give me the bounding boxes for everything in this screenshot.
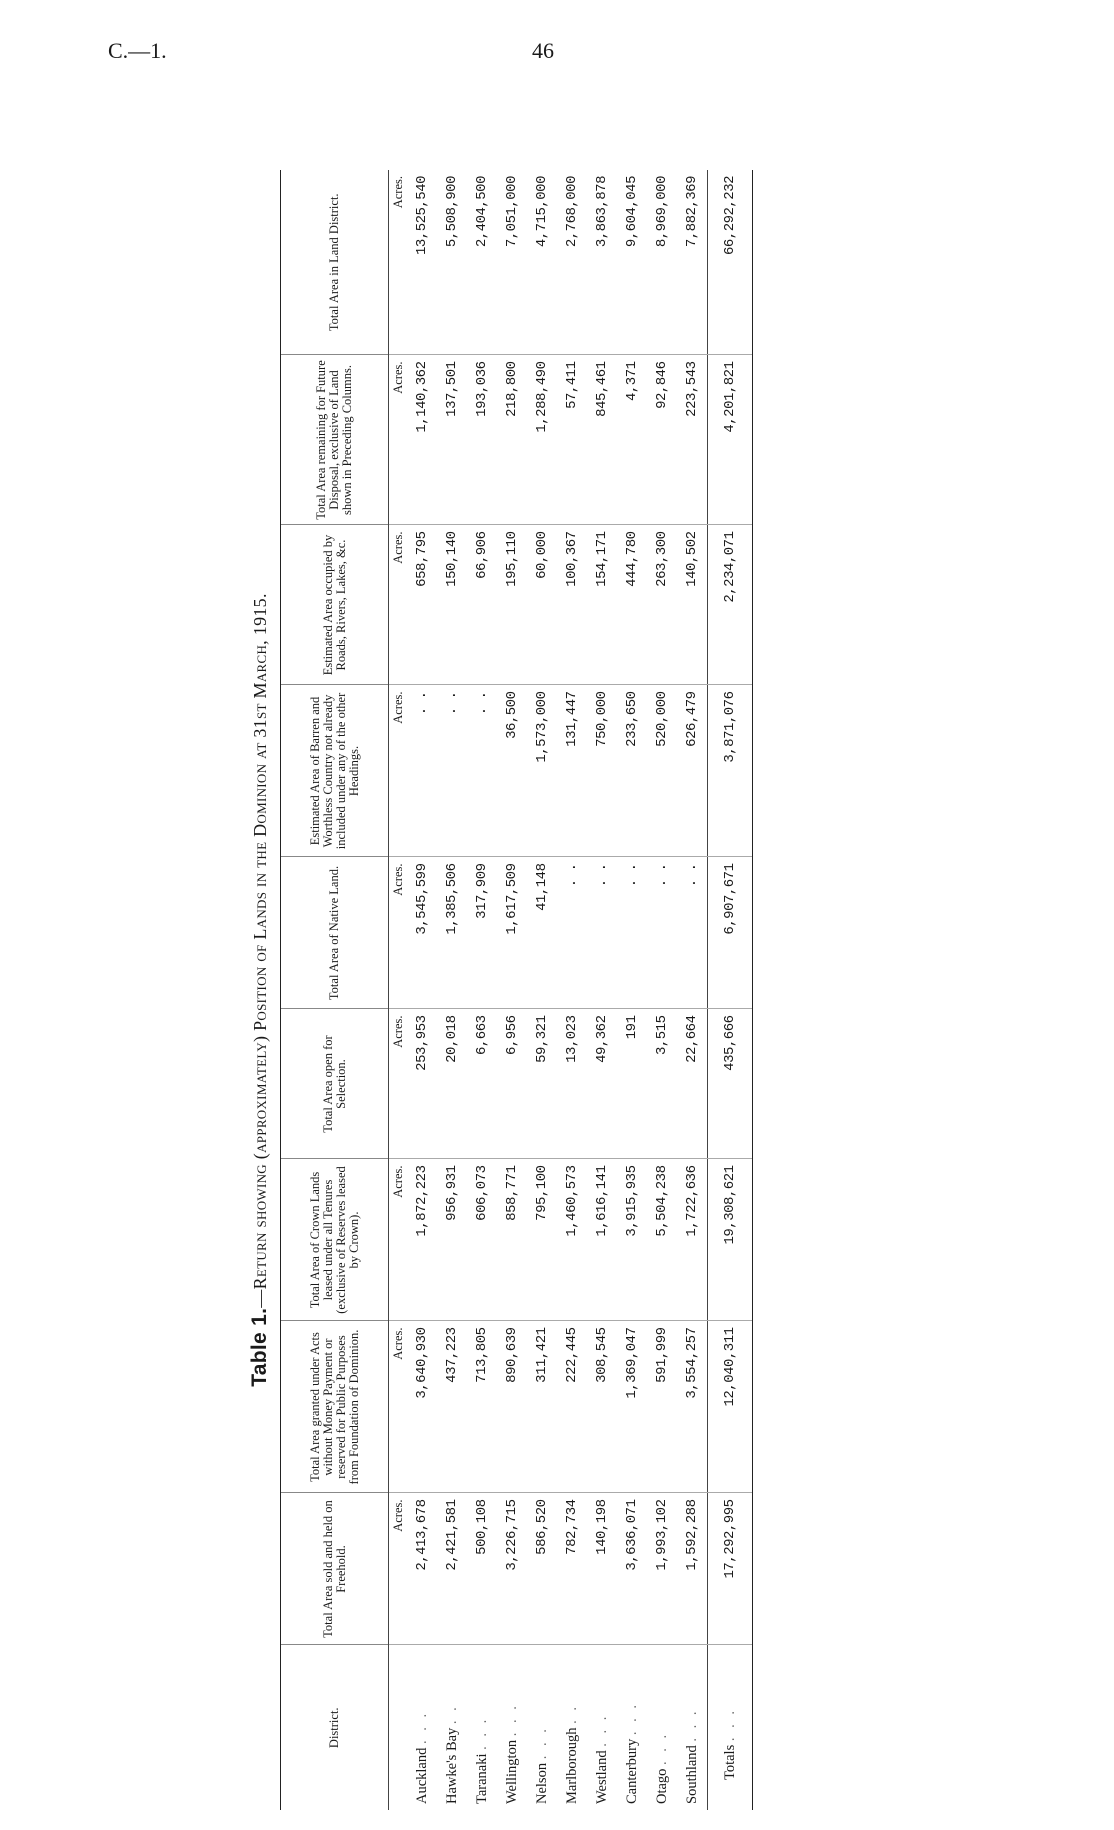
value-cell: 263,300 bbox=[647, 525, 677, 685]
district-cell bbox=[467, 1645, 497, 1810]
value-cell: 57,411 bbox=[557, 355, 587, 525]
header-crown-leased: Total Area of Crown Lands leased under all Tenures (exclusive of Reserves leased by Crown). bbox=[281, 1159, 389, 1321]
value-cell: 890,639 bbox=[497, 1321, 527, 1493]
totals-label: Totals bbox=[721, 1744, 738, 1780]
value-cell: 92,846 bbox=[647, 355, 677, 525]
value-cell: 20,018 bbox=[437, 1009, 467, 1159]
district-name: Canterbury bbox=[623, 1738, 640, 1804]
value-cell: 222,445 bbox=[557, 1321, 587, 1493]
value-cell: 5,508,900 bbox=[437, 170, 467, 355]
leader-dots: . . . bbox=[473, 1716, 490, 1750]
value-cell: 9,604,045 bbox=[617, 170, 647, 355]
district-cell bbox=[617, 1645, 647, 1810]
header-freehold: Total Area sold and held on Freehold. bbox=[281, 1493, 389, 1645]
value-cell: 7,882,369 bbox=[677, 170, 708, 355]
value-cell: 435,666 bbox=[708, 1009, 753, 1159]
value-cell: 6,956 bbox=[497, 1009, 527, 1159]
value-cell: 8,969,000 bbox=[647, 170, 677, 355]
value-cell: 100,367 bbox=[557, 525, 587, 685]
value-cell: 66,292,232 bbox=[708, 170, 753, 355]
value-cell: . . bbox=[467, 685, 497, 857]
value-cell: 3,554,257 bbox=[677, 1321, 708, 1493]
district-cell bbox=[557, 1645, 587, 1810]
unit-label: Acres. bbox=[389, 1321, 408, 1493]
value-cell: 4,715,000 bbox=[527, 170, 557, 355]
value-cell: 586,520 bbox=[527, 1493, 557, 1645]
leader-dots: . . . bbox=[503, 1703, 520, 1737]
value-cell: 317,909 bbox=[467, 857, 497, 1009]
district-cell bbox=[587, 1645, 617, 1810]
header-barren: Estimated Area of Barren and Worthless Country not already included under any of the other Headings. bbox=[281, 685, 389, 857]
table-row bbox=[497, 170, 527, 1810]
rotated-table-container bbox=[240, 150, 820, 1830]
district-name: Southland bbox=[683, 1745, 700, 1804]
value-cell: 22,664 bbox=[677, 1009, 708, 1159]
table-title-text: Return showing (approximately) Position of Lands in the Dominion at 31st March, 1915. bbox=[250, 593, 270, 1290]
unit-label: Acres. bbox=[389, 1159, 408, 1321]
value-cell: 1,460,573 bbox=[557, 1159, 587, 1321]
district-cell bbox=[677, 1645, 708, 1810]
unit-label: Acres. bbox=[389, 857, 408, 1009]
value-cell: 2,421,581 bbox=[437, 1493, 467, 1645]
totals-row bbox=[708, 170, 753, 1810]
value-cell: 2,234,071 bbox=[708, 525, 753, 685]
value-cell: 49,362 bbox=[587, 1009, 617, 1159]
page-number: 46 bbox=[532, 38, 554, 63]
value-cell: . . bbox=[407, 685, 437, 857]
value-cell: 308,545 bbox=[587, 1321, 617, 1493]
unit-label: Acres. bbox=[389, 355, 408, 525]
value-cell: 3,545,599 bbox=[407, 857, 437, 1009]
value-cell: 218,800 bbox=[497, 355, 527, 525]
leader-dots: . . . bbox=[721, 1708, 738, 1742]
value-cell: 591,999 bbox=[647, 1321, 677, 1493]
district-name: Nelson bbox=[533, 1762, 550, 1804]
unit-label: Acres. bbox=[389, 1493, 408, 1645]
leader-dots: . . . bbox=[593, 1713, 610, 1747]
value-cell: . . bbox=[437, 685, 467, 857]
value-cell: 66,906 bbox=[467, 525, 497, 685]
value-cell: 782,734 bbox=[557, 1493, 587, 1645]
value-cell: 137,501 bbox=[437, 355, 467, 525]
value-cell: 858,771 bbox=[497, 1159, 527, 1321]
value-cell: 795,100 bbox=[527, 1159, 557, 1321]
header-total-area: Total Area in Land District. bbox=[281, 170, 389, 355]
value-cell: 3,915,935 bbox=[617, 1159, 647, 1321]
value-cell: 1,872,223 bbox=[407, 1159, 437, 1321]
value-cell: . . bbox=[557, 857, 587, 1009]
table-number: Table 1. bbox=[248, 1307, 271, 1387]
value-cell: 140,502 bbox=[677, 525, 708, 685]
value-cell: 3,226,715 bbox=[497, 1493, 527, 1645]
value-cell: 956,931 bbox=[437, 1159, 467, 1321]
value-cell: 606,073 bbox=[467, 1159, 497, 1321]
value-cell: 233,650 bbox=[617, 685, 647, 857]
value-cell: 3,640,930 bbox=[407, 1321, 437, 1493]
header-row bbox=[281, 170, 389, 1810]
value-cell: 1,722,636 bbox=[677, 1159, 708, 1321]
value-cell: 140,198 bbox=[587, 1493, 617, 1645]
value-cell: 154,171 bbox=[587, 525, 617, 685]
value-cell: 1,592,288 bbox=[677, 1493, 708, 1645]
units-row bbox=[389, 170, 408, 1810]
value-cell: 4,201,821 bbox=[708, 355, 753, 525]
value-cell: 1,993,102 bbox=[647, 1493, 677, 1645]
value-cell: 1,385,506 bbox=[437, 857, 467, 1009]
table-row bbox=[407, 170, 437, 1810]
value-cell: . . bbox=[677, 857, 708, 1009]
value-cell: 60,000 bbox=[527, 525, 557, 685]
table-row bbox=[587, 170, 617, 1810]
district-name: Westland bbox=[593, 1750, 610, 1804]
leader-dots: . . bbox=[563, 1703, 580, 1724]
value-cell: 150,140 bbox=[437, 525, 467, 685]
value-cell: 12,040,311 bbox=[708, 1321, 753, 1493]
value-cell: 1,616,141 bbox=[587, 1159, 617, 1321]
value-cell: 713,805 bbox=[467, 1321, 497, 1493]
value-cell: 13,023 bbox=[557, 1009, 587, 1159]
table-row bbox=[437, 170, 467, 1810]
units-blank bbox=[389, 1645, 408, 1810]
value-cell: 13,525,540 bbox=[407, 170, 437, 355]
value-cell: 59,321 bbox=[527, 1009, 557, 1159]
value-cell: 6,907,671 bbox=[708, 857, 753, 1009]
header-open-selection: Total Area open for Selection. bbox=[281, 1009, 389, 1159]
page-identifier: C.—1. bbox=[108, 38, 167, 63]
value-cell: 626,479 bbox=[677, 685, 708, 857]
value-cell: 131,447 bbox=[557, 685, 587, 857]
district-name: Hawke's Bay bbox=[443, 1727, 460, 1804]
value-cell: 1,573,000 bbox=[527, 685, 557, 857]
table-row bbox=[527, 170, 557, 1810]
leader-dots: . . . bbox=[653, 1731, 670, 1765]
value-cell: 444,780 bbox=[617, 525, 647, 685]
value-cell: 1,140,362 bbox=[407, 355, 437, 525]
leader-dots: . . . bbox=[413, 1710, 430, 1744]
header-native-land: Total Area of Native Land. bbox=[281, 857, 389, 1009]
header-granted: Total Area granted under Acts without Money Payment or reserved for Public Purposes from Foundation of Dominion. bbox=[281, 1321, 389, 1493]
district-name: Wellington bbox=[503, 1739, 520, 1804]
value-cell: 311,421 bbox=[527, 1321, 557, 1493]
district-cell bbox=[437, 1645, 467, 1810]
value-cell: 520,000 bbox=[647, 685, 677, 857]
unit-label: Acres. bbox=[389, 170, 408, 355]
table-row bbox=[557, 170, 587, 1810]
district-name: Auckland bbox=[413, 1747, 430, 1804]
table-title bbox=[240, 150, 280, 1830]
value-cell: 2,413,678 bbox=[407, 1493, 437, 1645]
value-cell: 2,404,500 bbox=[467, 170, 497, 355]
value-cell: 658,795 bbox=[407, 525, 437, 685]
value-cell: 5,504,238 bbox=[647, 1159, 677, 1321]
district-cell bbox=[407, 1645, 437, 1810]
value-cell: 193,036 bbox=[467, 355, 497, 525]
value-cell: 3,515 bbox=[647, 1009, 677, 1159]
value-cell: 253,953 bbox=[407, 1009, 437, 1159]
value-cell: 195,110 bbox=[497, 525, 527, 685]
value-cell: 6,663 bbox=[467, 1009, 497, 1159]
district-cell bbox=[647, 1645, 677, 1810]
table-row bbox=[467, 170, 497, 1810]
value-cell: 191 bbox=[617, 1009, 647, 1159]
value-cell: 3,636,071 bbox=[617, 1493, 647, 1645]
leader-dots: . . . bbox=[533, 1726, 550, 1760]
value-cell: 41,148 bbox=[527, 857, 557, 1009]
value-cell: 17,292,995 bbox=[708, 1493, 753, 1645]
totals-label-cell bbox=[708, 1645, 753, 1810]
leader-dots: . . . bbox=[623, 1702, 640, 1736]
value-cell: 500,108 bbox=[467, 1493, 497, 1645]
value-cell: 1,288,490 bbox=[527, 355, 557, 525]
header-remaining: Total Area remaining for Future Disposal, exclusive of Land shown in Preceding Columns. bbox=[281, 355, 389, 525]
district-name: Otago bbox=[653, 1768, 670, 1804]
district-name: Marlborough bbox=[563, 1727, 580, 1804]
value-cell: 7,051,000 bbox=[497, 170, 527, 355]
value-cell: 437,223 bbox=[437, 1321, 467, 1493]
value-cell: 1,617,509 bbox=[497, 857, 527, 1009]
leader-dots: . . bbox=[443, 1704, 460, 1725]
value-cell: 19,308,621 bbox=[708, 1159, 753, 1321]
value-cell: 223,543 bbox=[677, 355, 708, 525]
unit-label: Acres. bbox=[389, 1009, 408, 1159]
value-cell: 36,500 bbox=[497, 685, 527, 857]
header-roads: Estimated Area occupied by Roads, Rivers, Lakes, &c. bbox=[281, 525, 389, 685]
table-row bbox=[647, 170, 677, 1810]
district-cell bbox=[497, 1645, 527, 1810]
land-position-table bbox=[280, 170, 753, 1810]
value-cell: 2,768,000 bbox=[557, 170, 587, 355]
district-name: Taranaki bbox=[473, 1753, 490, 1804]
header-district: District. bbox=[281, 1645, 389, 1810]
value-cell: 4,371 bbox=[617, 355, 647, 525]
value-cell: 3,863,878 bbox=[587, 170, 617, 355]
value-cell: 3,871,076 bbox=[708, 685, 753, 857]
value-cell: 750,000 bbox=[587, 685, 617, 857]
value-cell: 1,369,047 bbox=[617, 1321, 647, 1493]
leader-dots: . . . bbox=[683, 1708, 700, 1742]
value-cell: . . bbox=[617, 857, 647, 1009]
table-title-separator: — bbox=[250, 1289, 270, 1308]
value-cell: . . bbox=[647, 857, 677, 1009]
value-cell: 845,461 bbox=[587, 355, 617, 525]
value-cell: . . bbox=[587, 857, 617, 1009]
district-cell bbox=[527, 1645, 557, 1810]
table-row bbox=[677, 170, 708, 1810]
unit-label: Acres. bbox=[389, 525, 408, 685]
table-row bbox=[617, 170, 647, 1810]
unit-label: Acres. bbox=[389, 685, 408, 857]
